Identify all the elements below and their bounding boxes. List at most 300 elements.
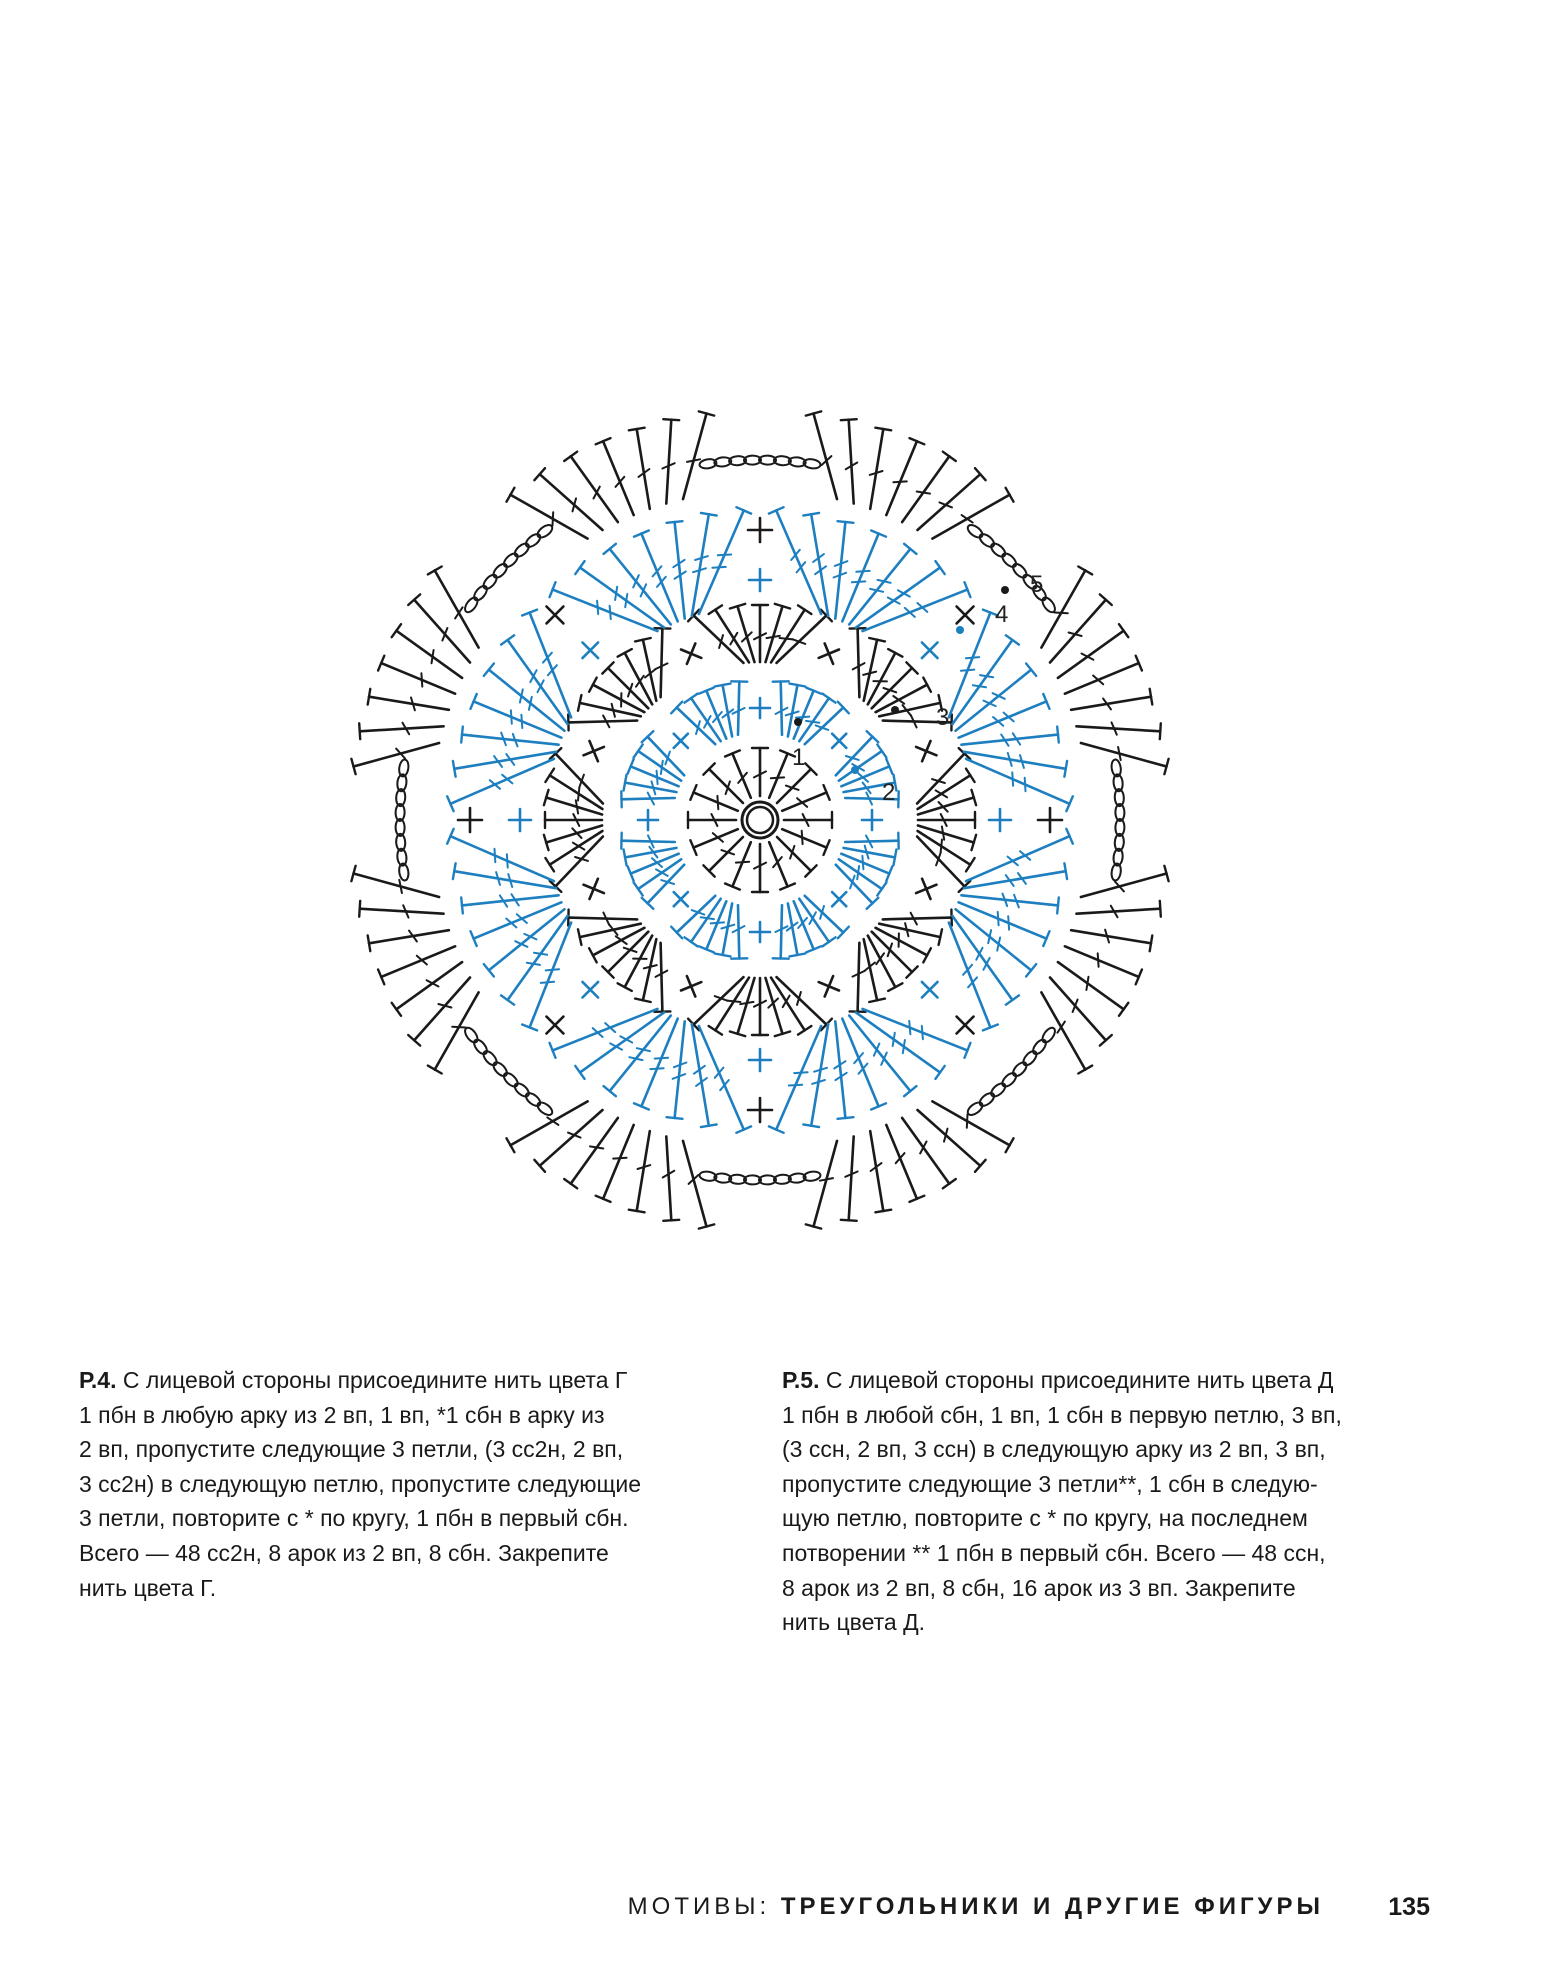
row5-stitch-top xyxy=(359,723,360,739)
row4-stitch-bar xyxy=(980,675,993,677)
row5-stitch-bar xyxy=(1098,953,1099,966)
row5-chain xyxy=(989,541,1008,559)
row5-stitch-top xyxy=(428,1066,442,1074)
row4-stitch xyxy=(964,752,1066,769)
row5-stitch xyxy=(435,570,479,647)
row5-stitch xyxy=(1065,663,1139,694)
row2-stitch-top xyxy=(877,745,886,758)
row5-stitch-top xyxy=(1006,1138,1014,1152)
row3-stitch-bar xyxy=(578,787,579,800)
row4-stitch xyxy=(454,871,556,888)
row4-stitch-bar xyxy=(715,1068,724,1078)
row2-stitch xyxy=(622,841,675,842)
row4-stitch xyxy=(675,1021,685,1118)
row4-stitch xyxy=(489,909,565,970)
row-5-line-1: Р.5. С лицевой стороны присоедините нить цвета Д xyxy=(782,1367,1334,1393)
row3-stitch xyxy=(918,826,974,843)
row-5-line-3: (3 ссн, 2 вп, 3 ссн) в следующую арку из 2 вп, 3 вп, xyxy=(782,1436,1326,1463)
row1-stitch xyxy=(782,829,826,847)
row3-stitch xyxy=(568,721,637,723)
row3-stitch-top xyxy=(635,999,651,1002)
row5-chain xyxy=(977,532,996,550)
row3-stitch xyxy=(661,943,663,1012)
row2-stitch-top xyxy=(894,850,897,866)
row3-stitch xyxy=(883,918,952,920)
row3-stitch-bar xyxy=(767,636,780,638)
row4-stitch-bar xyxy=(637,1048,650,1051)
row4-stitch-bar xyxy=(1020,851,1030,860)
row1-stitch xyxy=(769,842,787,886)
row2-stitch-top xyxy=(685,694,698,703)
row3-stitch-top xyxy=(635,638,651,641)
row5-stitch xyxy=(381,663,455,694)
row5-stitch-top xyxy=(875,428,891,431)
row4-stitch-bar xyxy=(521,715,522,728)
row-4-line-5: 3 петли, повторите с * по кругу, 1 пбн в первый сбн. xyxy=(79,1505,629,1532)
row5-stitch-top xyxy=(368,689,371,705)
row-5-line-6: потворении ** 1 пбн в первый сбн. Всего — 48 ссн, xyxy=(782,1539,1326,1566)
row5-stitch xyxy=(932,495,1009,539)
row4-stitch-top xyxy=(501,995,514,1004)
section-title: МОТИВЫ: xyxy=(627,1893,781,1920)
row4-stitch xyxy=(474,902,562,938)
row4-stitch-bar xyxy=(966,657,979,658)
row2-stitch xyxy=(622,798,675,799)
row4-stitch xyxy=(956,670,1032,731)
row3-stitch-top xyxy=(798,605,811,614)
row1-stitch xyxy=(782,792,826,810)
row4-stitch-bar xyxy=(653,566,662,576)
row2-stitch-top xyxy=(822,937,835,946)
row2-stitch-bar xyxy=(701,917,714,919)
row-4-label: Р.4. xyxy=(79,1367,117,1393)
row1-stitch xyxy=(709,769,743,803)
row4-stitch-top xyxy=(453,761,456,777)
row5-stitch-top xyxy=(841,1220,857,1221)
row4-stitch-bar xyxy=(797,562,806,572)
row4-stitch xyxy=(641,1019,677,1107)
row3-stitch-bar xyxy=(941,840,942,853)
row5-chain xyxy=(977,1091,996,1109)
row2-stitch xyxy=(706,691,726,739)
row3-stitch xyxy=(918,775,971,809)
row5-stitch-top xyxy=(1150,689,1153,705)
row5-stitch-bar xyxy=(820,1178,833,1181)
row5-stitch xyxy=(814,414,838,500)
row-4-line-6: Всего — 48 сс2н, 8 арок из 2 вп, 8 сбн. Закрепите xyxy=(79,1539,609,1566)
row5-stitch xyxy=(886,441,917,515)
row2-stitch-top xyxy=(790,954,806,957)
row5-stitch-top xyxy=(1150,935,1153,951)
row4-stitch-top xyxy=(1006,635,1019,644)
crochet-diagram xyxy=(300,360,1220,1280)
row1-stitch xyxy=(777,837,811,871)
row4-stitch xyxy=(961,735,1058,745)
row5-stitch-top xyxy=(1119,624,1128,637)
row4-stitch-bar xyxy=(870,589,883,592)
row2-stitch xyxy=(844,848,895,858)
row4-stitch-bar xyxy=(541,982,554,983)
row4-stitch-bar xyxy=(791,550,800,560)
row5-stitch xyxy=(510,1101,587,1145)
row5-stitch-bar xyxy=(399,880,402,893)
row3-stitch-bar xyxy=(942,827,944,840)
row5-stitch-bar xyxy=(553,512,554,525)
row5-stitch xyxy=(540,474,603,530)
center-ring-inner xyxy=(747,807,773,833)
row4-stitch xyxy=(842,1019,878,1107)
row4-stitch-bar xyxy=(629,1057,642,1060)
row4-stitch-bar xyxy=(507,854,508,867)
row5-chain xyxy=(1000,551,1018,569)
row5-stitch-bar xyxy=(613,1158,626,1159)
start-dot-4 xyxy=(956,626,964,634)
row5-stitch xyxy=(354,743,440,767)
row4-stitch-bar xyxy=(993,717,1003,726)
row4-stitch-bar xyxy=(988,930,991,943)
row-label-1: 1 xyxy=(792,744,806,771)
row3-stitch-bar xyxy=(780,638,793,639)
row5-stitch-top xyxy=(1119,1003,1128,1016)
row5-stitch-top xyxy=(507,488,515,502)
row5-stitch-bar xyxy=(1054,613,1067,614)
row2-stitch-bar xyxy=(857,866,859,879)
subsection-title: ТРЕУГОЛЬНИКИ И ДРУГИЕ ФИГУРЫ xyxy=(780,1893,1324,1920)
row3-stitch xyxy=(715,610,749,663)
row5-stitch-top xyxy=(629,428,645,431)
row5-stitch-bar xyxy=(893,481,906,482)
row3-stitch-top xyxy=(869,638,885,641)
row4-stitch-bar xyxy=(615,587,617,600)
row2-stitch xyxy=(738,905,739,958)
row5-stitch-top xyxy=(1078,567,1092,575)
row5-chain xyxy=(1011,562,1029,580)
row3-stitch-top xyxy=(939,929,942,945)
row4-stitch-bar xyxy=(712,567,725,568)
row3-stitch xyxy=(918,798,974,815)
row1-stitch-bar xyxy=(738,773,747,783)
row4-stitch-bar xyxy=(529,697,532,710)
row2-stitch-top xyxy=(634,882,643,895)
row5-chain xyxy=(502,551,520,569)
row2-stitch xyxy=(781,682,782,735)
row5-stitch xyxy=(683,1141,707,1227)
row4-stitch xyxy=(952,640,1012,724)
row5-stitch-bar xyxy=(940,502,953,507)
row5-stitch xyxy=(1050,600,1106,663)
row5-stitch-bar xyxy=(432,650,434,663)
row5-stitch-top xyxy=(1078,1066,1092,1074)
row4-stitch-bar xyxy=(1012,772,1013,785)
row3-stitch-top xyxy=(578,695,581,711)
row5-stitch xyxy=(1058,631,1124,678)
row4-stitch-top xyxy=(803,513,819,516)
row4-stitch-bar xyxy=(997,938,1000,951)
row4-stitch-bar xyxy=(903,1040,905,1053)
row1-stitch-bar xyxy=(802,831,803,844)
row-4-line-2: 1 пбн в любую арку из 2 вп, 1 вп, *1 сбн в арку из xyxy=(79,1401,605,1428)
row5-stitch xyxy=(1076,726,1160,731)
row1-stitch xyxy=(732,754,750,798)
row1-stitch xyxy=(709,837,743,871)
row1-stitch xyxy=(732,842,750,886)
row5-stitch xyxy=(1058,962,1124,1009)
row4-stitch-top xyxy=(935,1066,944,1079)
row3-stitch xyxy=(694,616,744,663)
row5-stitch-bar xyxy=(452,1027,465,1028)
row5-chain xyxy=(535,1100,554,1117)
row4-stitch-bar xyxy=(511,710,512,723)
row2-stitch-bar xyxy=(862,856,863,869)
row4-stitch-top xyxy=(803,1124,819,1127)
row3-stitch xyxy=(766,978,783,1034)
row5-chain xyxy=(491,1060,509,1078)
row2-stitch xyxy=(788,685,798,736)
row5-stitch-bar xyxy=(1093,676,1103,685)
row-label-5: 5 xyxy=(1030,571,1044,598)
row5-stitch xyxy=(414,978,470,1041)
row3-stitch xyxy=(858,943,860,1012)
row5-chain xyxy=(1040,1026,1057,1045)
row4-stitch xyxy=(454,752,556,769)
row3-stitch-top xyxy=(798,1026,811,1035)
row-4-line-3: 2 вп, пропустите следующие 3 петли, (3 сс2н, 2 вп, xyxy=(79,1436,624,1463)
row4-stitch xyxy=(489,670,565,731)
row2-stitch-top xyxy=(685,937,698,946)
row4-stitch xyxy=(692,1024,709,1126)
row4-stitch-bar xyxy=(657,577,666,587)
row4-stitch xyxy=(462,895,559,905)
row4-stitch xyxy=(692,514,709,616)
row5-stitch-top xyxy=(1160,901,1161,917)
row3-stitch-top xyxy=(966,858,975,871)
row4-stitch-top xyxy=(838,521,854,523)
row3-stitch-top xyxy=(709,1026,722,1035)
row5-stitch-top xyxy=(663,419,679,420)
row1-stitch xyxy=(694,792,738,810)
row3-stitch xyxy=(766,606,783,662)
row4-stitch xyxy=(641,534,677,622)
row4-stitch xyxy=(835,522,845,619)
row4-stitch xyxy=(610,549,671,625)
row4-stitch-top xyxy=(1064,863,1067,879)
row3-stitch-top xyxy=(545,769,554,782)
row3-stitch-bar xyxy=(740,1002,753,1004)
row5-chain xyxy=(472,1037,490,1056)
row3-stitch xyxy=(661,628,663,697)
row4-stitch-bar xyxy=(502,775,512,784)
row4-stitch-bar xyxy=(506,919,516,928)
row-5-line-2: 1 пбн в любой сбн, 1 вп, 1 сбн в первую петлю, 3 вп, xyxy=(782,1401,1342,1428)
row4-stitch xyxy=(849,549,910,625)
page-number: 135 xyxy=(1388,1893,1430,1921)
row4-stitch xyxy=(959,902,1047,938)
row5-stitch xyxy=(571,456,618,522)
row2-stitch-bar xyxy=(661,761,663,774)
row2-stitch xyxy=(631,766,679,786)
row3-stitch xyxy=(917,754,964,804)
row3-stitch xyxy=(738,606,755,662)
row4-stitch-top xyxy=(461,727,463,743)
row5-stitch-top xyxy=(629,1210,645,1213)
row4-stitch-bar xyxy=(650,1068,663,1069)
row5-stitch-top xyxy=(392,624,401,637)
row4-stitch xyxy=(842,534,878,622)
row4-stitch xyxy=(856,568,940,628)
row2-stitch xyxy=(781,905,782,958)
row1-stitch xyxy=(777,769,811,803)
row5-stitch-bar xyxy=(442,628,447,641)
row2-stitch xyxy=(625,783,676,793)
row3-stitch xyxy=(550,831,603,865)
row5-stitch xyxy=(1081,874,1167,898)
row4-stitch-top xyxy=(667,1117,683,1119)
row1-stitch xyxy=(694,829,738,847)
row4-stitch-bar xyxy=(520,689,523,702)
row5-chain xyxy=(1021,1049,1039,1068)
row4-stitch-bar xyxy=(1008,916,1009,929)
row4-stitch-top xyxy=(701,1124,717,1127)
row3-stitch-top xyxy=(869,999,885,1002)
row4-stitch-top xyxy=(575,1066,584,1079)
row4-stitch-top xyxy=(501,635,514,644)
row5-stitch-bar xyxy=(917,492,930,494)
row4-stitch xyxy=(610,1016,671,1092)
row5-stitch-bar xyxy=(1086,977,1088,990)
row3-stitch-bar xyxy=(727,1001,740,1002)
row4-stitch-top xyxy=(667,521,683,523)
row5-stitch-bar xyxy=(421,673,422,686)
row5-stitch-top xyxy=(1160,723,1161,739)
row4-stitch xyxy=(952,916,1012,1000)
start-dot-5 xyxy=(1001,586,1009,594)
row2-stitch-top xyxy=(624,775,627,791)
row4-stitch-top xyxy=(1057,898,1059,914)
row3-stitch xyxy=(771,978,805,1031)
row4-stitch-bar xyxy=(973,685,986,687)
row3-stitch xyxy=(777,977,827,1024)
row-4-line-4: 3 сс2н) в следующую петлю, пропустите следующие xyxy=(79,1470,642,1497)
row5-stitch-top xyxy=(359,901,360,917)
row3-stitch-bar xyxy=(576,800,578,813)
row2-stitch-bar xyxy=(711,922,724,923)
row4-stitch-bar xyxy=(878,580,891,583)
row3-stitch xyxy=(556,837,603,887)
row5-stitch xyxy=(354,874,440,898)
row5-stitch xyxy=(918,1110,981,1166)
row-5-label: Р.5. xyxy=(782,1367,820,1393)
row3-stitch xyxy=(738,978,755,1034)
row1-stitch xyxy=(769,754,787,798)
row5-chain xyxy=(491,562,509,580)
row-5-line-8: нить цвета Д. xyxy=(782,1609,926,1636)
row1-stitch-bar xyxy=(797,798,807,807)
row5-stitch xyxy=(571,1118,618,1184)
row2-stitch xyxy=(841,854,889,874)
row5-chain xyxy=(1031,1037,1049,1056)
row4-stitch xyxy=(856,1012,940,1072)
row4-stitch xyxy=(956,909,1032,970)
row4-stitch-bar xyxy=(546,969,559,970)
row4-stitch xyxy=(959,701,1047,737)
start-dot-3 xyxy=(891,706,899,714)
row5-stitch-bar xyxy=(417,956,427,965)
row5-stitch-top xyxy=(507,1138,515,1152)
row4-stitch xyxy=(835,1021,845,1118)
row5-stitch xyxy=(814,1141,838,1227)
row5-chain xyxy=(512,541,531,559)
row2-stitch-bar xyxy=(806,721,819,723)
row5-stitch xyxy=(666,420,671,504)
row2-stitch xyxy=(794,901,814,949)
row4-stitch-bar xyxy=(517,914,527,923)
row1-stitch-bar xyxy=(773,857,782,867)
row2-stitch-top xyxy=(624,850,627,866)
row2-stitch-top xyxy=(715,684,731,687)
row5-chain xyxy=(472,584,490,603)
row2-stitch xyxy=(794,691,814,739)
row4-stitch-bar xyxy=(893,1033,895,1046)
row-label-4: 4 xyxy=(995,601,1009,628)
row5-stitch xyxy=(381,946,455,977)
row5-chain xyxy=(1011,1060,1029,1078)
row4-stitch-bar xyxy=(625,594,627,607)
row4-stitch xyxy=(508,916,568,1000)
row4-stitch-bar xyxy=(859,1064,868,1074)
row2-stitch-top xyxy=(634,745,643,758)
row2-stitch-top xyxy=(822,694,835,703)
row4-stitch xyxy=(462,735,559,745)
row5-stitch xyxy=(1041,992,1085,1069)
row4-stitch-bar xyxy=(720,1080,729,1090)
row5-stitch xyxy=(902,1118,949,1184)
row-label-3: 3 xyxy=(936,704,950,731)
row4-stitch-bar xyxy=(495,849,496,862)
row4-stitch-bar xyxy=(490,780,500,789)
row5-stitch-bar xyxy=(687,459,700,462)
row5-stitch xyxy=(1065,946,1139,977)
row5-stitch-top xyxy=(943,1179,956,1188)
row4-stitch-bar xyxy=(534,953,547,955)
row5-chain xyxy=(966,523,985,540)
row5-stitch-bar xyxy=(896,1153,905,1163)
row5-stitch-top xyxy=(564,1179,577,1188)
row5-stitch xyxy=(666,1136,671,1220)
row3-stitch xyxy=(546,826,602,843)
row2-stitch-bar xyxy=(657,771,658,784)
row1-stitch-bar xyxy=(717,796,718,809)
row-5-line-4: пропустите следующие 3 петли**, 1 сбн в следую- xyxy=(782,1470,1318,1497)
row5-stitch xyxy=(360,726,444,731)
row5-stitch-top xyxy=(943,452,956,461)
row4-stitch-bar xyxy=(1008,857,1018,866)
row5-stitch-top xyxy=(1006,488,1014,502)
row-5-instructions xyxy=(782,1363,1462,1640)
row4-stitch-bar xyxy=(718,555,731,556)
row4-stitch-bar xyxy=(856,571,869,572)
start-dot-1 xyxy=(794,718,802,726)
row4-stitch xyxy=(961,895,1058,905)
row4-stitch xyxy=(849,1016,910,1092)
row5-stitch-top xyxy=(875,1210,891,1213)
row4-stitch-bar xyxy=(655,1058,668,1059)
row3-stitch-top xyxy=(545,858,554,871)
row4-stitch-bar xyxy=(610,606,611,619)
row5-chain xyxy=(481,572,499,591)
row3-stitch xyxy=(858,628,860,697)
row4-stitch-bar xyxy=(1004,713,1014,722)
row4-stitch xyxy=(811,514,828,616)
